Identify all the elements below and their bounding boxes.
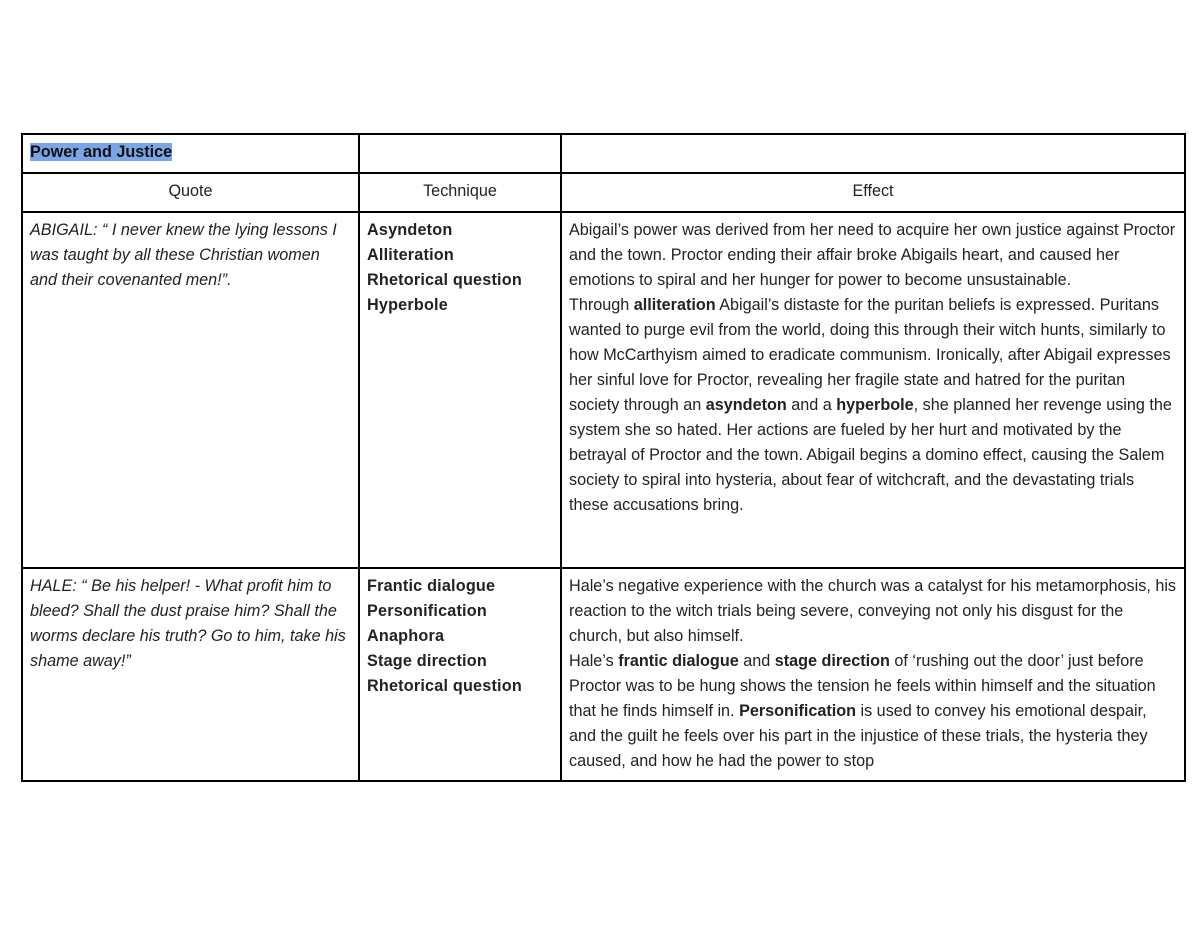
technique-item: Asyndeton bbox=[367, 221, 453, 239]
technique-cell bbox=[359, 212, 561, 568]
technique-item: Hyperbole bbox=[367, 296, 448, 314]
effect-paragraph bbox=[569, 574, 1177, 649]
header-effect: Effect bbox=[561, 173, 1185, 212]
analysis-table bbox=[21, 133, 1186, 782]
effect-text: Through bbox=[569, 296, 634, 314]
quote-cell: ABIGAIL: “ I never knew the lying lessons I was taught by all these Christian women and their covenanted men!”. bbox=[22, 212, 359, 568]
effect-paragraph bbox=[569, 649, 1177, 774]
technique-highlight: Personification bbox=[739, 702, 856, 720]
technique-highlight: asyndeton bbox=[705, 396, 787, 414]
technique-highlight: frantic dialogue bbox=[618, 652, 739, 670]
effect-text: Abigail’s power was derived from her need to acquire her own justice against Proctor and the town. Proctor ending their affair broke Abigails heart, and caused her emotions to spiral and her hunger for power to become unsustainable. bbox=[569, 221, 1176, 289]
empty-cell bbox=[561, 134, 1185, 173]
header-technique: Technique bbox=[359, 173, 561, 212]
technique-item: Personification bbox=[367, 602, 487, 620]
technique-cell bbox=[359, 568, 561, 781]
effect-text: is used to convey his emotional despair, and the guilt he feels over his part in the injustice of these trials, the hysteria they caused, and how he had the power to stop bbox=[569, 702, 1148, 770]
technique-item: Stage direction bbox=[367, 652, 487, 670]
effect-text: of ‘rushing out the door’ just before Proctor was to be hung shows the tension he feels within himself and the situation that he finds himself in. bbox=[569, 652, 1156, 720]
header-quote: Quote bbox=[22, 173, 359, 212]
effect-text: , she planned her revenge using the system she so hated. Her actions are fueled by her hurt and motivated by the betrayal of Proctor and the town. Abigail begins a domino effect, causing the Salem society to spiral into hysteria, about fear of witchcraft, and the devastating trials these accusations bring. bbox=[569, 396, 1172, 514]
effect-paragraph bbox=[569, 293, 1177, 518]
quote-cell: HALE: “ Be his helper! - What profit him to bleed? Shall the dust praise him? Shall the worms declare his truth? Go to him, take his shame away!” bbox=[22, 568, 359, 781]
technique-item: Alliteration bbox=[367, 246, 454, 264]
effect-text: Abigail’s distaste for the puritan beliefs is expressed. Puritans wanted to purge evil from the world, doing this through their witch hunts, similarly to how McCarthyism aimed to eradicate communism. Ironically, after Abigail expresses her sinful love for Proctor, revealing her fragile state and hatred for the puritan society through an bbox=[569, 296, 1171, 414]
table-title: Power and Justice bbox=[30, 143, 173, 161]
effect-cell bbox=[561, 568, 1185, 781]
header-row bbox=[22, 173, 1185, 212]
technique-item: Rhetorical question bbox=[367, 271, 522, 289]
empty-cell bbox=[359, 134, 561, 173]
technique-item: Anaphora bbox=[367, 627, 445, 645]
technique-item: Rhetorical question bbox=[367, 677, 522, 695]
effect-text: and bbox=[738, 652, 775, 670]
table-row bbox=[22, 568, 1185, 781]
title-cell bbox=[22, 134, 359, 173]
title-row bbox=[22, 134, 1185, 173]
effect-text: Hale’s negative experience with the church was a catalyst for his metamorphosis, his reaction to the witch trials being severe, conveying not only his disgust for the church, but also himself. bbox=[569, 577, 1177, 645]
technique-item: Frantic dialogue bbox=[367, 577, 496, 595]
effect-paragraph bbox=[569, 218, 1177, 293]
effect-text: and a bbox=[786, 396, 837, 414]
effect-text: Hale’s bbox=[569, 652, 619, 670]
technique-highlight: hyperbole bbox=[836, 396, 914, 414]
technique-highlight: stage direction bbox=[774, 652, 890, 670]
table-row bbox=[22, 212, 1185, 568]
effect-cell bbox=[561, 212, 1185, 568]
technique-highlight: alliteration bbox=[633, 296, 716, 314]
